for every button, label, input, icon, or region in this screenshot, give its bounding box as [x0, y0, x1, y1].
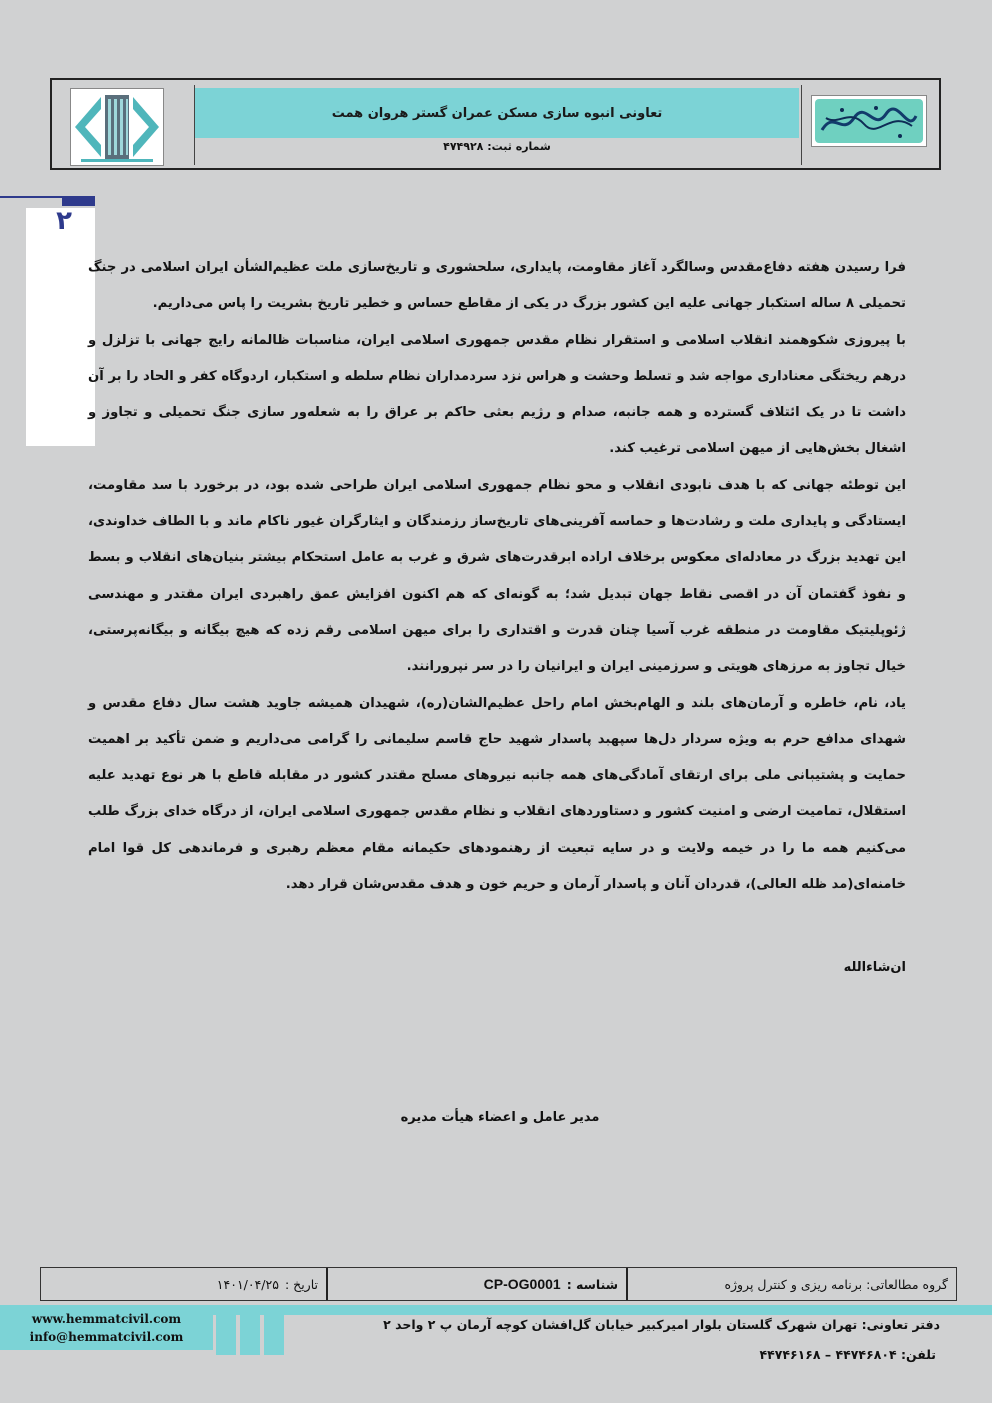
slogan-logo	[811, 95, 927, 147]
header-title-band	[195, 88, 799, 138]
body-text	[88, 250, 906, 903]
date-label: تاریخ :	[284, 1276, 318, 1292]
code-label: شناسه :	[566, 1276, 618, 1292]
signature-line: مدیر عامل و اعضاء هیأت مدیره	[400, 1110, 600, 1125]
office-phone: تلفن: ۴۴۷۴۶۸۰۴ – ۴۴۷۴۶۱۶۸	[759, 1347, 936, 1362]
study-group-label: گروه مطالعاتی: برنامه ریزی و کنترل پروژه	[724, 1276, 948, 1292]
date-value: ۱۴۰۱/۰۴/۲۵	[216, 1276, 279, 1292]
decor-stripe	[264, 1305, 284, 1355]
company-logo	[70, 88, 164, 166]
contact-web-box	[0, 1305, 213, 1350]
page-number: ۲	[56, 206, 72, 236]
paragraph: این توطئه جهانی که با هدف نابودی انقلاب و محو نظام جمهوری اسلامی ایران طراحی شده بود، در برخورد با سد مقاومت، ایستادگی و پایداری ملت و رشادت‌ها و حماسه آفرینی‌های تاریخ‌ساز رزمندگان و ایثارگران غیور ناکام ماند و با الطاف خداوندی، این تهدید بزرگ در معادله‌ای معکوس برخلاف اراده ابرقدرت‌های شرق و غرب به عامل استحکام بیشتر بنیان‌های انقلاب و بسط و نفوذ گفتمان آن در اقصی نقاط جهان تبدیل شد؛ به گونه‌ای که هم اکنون افزایش عمق راهبردی ایران مقتدر و مهندسی ژئوپلیتیک مقاومت در منطقه غرب آسیا چنان قدرت و اقتداری را برای میهن اسلامی رقم زده که هیچ بیگانه و بیگانه‌پرستی، خیال تجاوز به مرزهای هویتی و سرزمینی ایران و ایرانیان را در سر نپرورانند.	[88, 477, 906, 675]
code-value: CP-OG0001	[483, 1276, 561, 1292]
date-cell	[41, 1268, 326, 1300]
paragraph: با پیروزی شکوهمند انقلاب اسلامی و استقرار نظام مقدس جمهوری اسلامی ایران، مناسبات ظالمانه رایج جهانی با تزلزل و درهم ریختگی معناداری مواجه شد و تسلط وحشت و هراس نزد سردمداران نظام سلطه و استکبار، اردوگاه کفر و الحاد را بر آن داشت تا در یک ائتلاف گسترده و همه جانبه، صدام و رژیم بعثی حاکم بر عراق را به شعله‌ور سازی جنگ تحمیلی و تجاوز و اشغال بخش‌هایی از میهن اسلامی ترغیب کند.	[88, 332, 906, 457]
decor-stripe	[240, 1305, 260, 1355]
office-address: دفتر تعاونی: تهران شهرک گلستان بلوار امیرکبیر خیابان گل‌افشان کوچه آرمان پ ۲ واحد ۲	[383, 1317, 940, 1332]
slogan-calligraphy-icon	[812, 96, 926, 146]
paragraph: یاد، نام، خاطره و آرمان‌های بلند و الهام‌بخش امام راحل عظیم‌الشان(ره)، شهیدان همیشه جاوید هشت سال دفاع مقدس و شهدای مدافع حرم به ویژه سردار دل‌ها سپهبد پاسدار شهید حاج قاسم سلیمانی را گرامی می‌داریم و ضمن تأکید بر اهمیت حمایت و پشتیبانی ملی برای ارتقای آمادگی‌های همه جانبه نیروهای مسلح مقتدر کشور در مقابله قاطع با هر نوع تهدید علیه استقلال، تمامیت ارضی و امنیت کشور و دستاوردهای انقلاب و نظام مقدس جمهوری اسلامی ایران، از درگاه خدای بزرگ طلب می‌کنیم همه ما را در خیمه ولایت و در سایه تبعیت از رهنمودهای حکیمانه مقام معظم رهبری و فرماندهی کل قوا امام خامنه‌ای(مد ظله العالی)، قدردان آنان و پاسدار آرمان و حریم خون و هدف مقدس‌شان قرار دهد.	[88, 695, 906, 893]
email-link[interactable]: info@hemmatcivil.com	[29, 1329, 184, 1344]
study-group-cell	[626, 1268, 956, 1300]
side-tab	[62, 196, 95, 206]
website-link[interactable]: www.hemmatcivil.com	[31, 1311, 182, 1326]
decor-stripe	[216, 1305, 236, 1355]
company-name: تعاونی انبوه سازی مسکن عمران گستر هروان همت	[331, 105, 663, 121]
closing-phrase: ان‌شاءالله	[843, 960, 906, 975]
document-code-cell	[326, 1268, 626, 1300]
paragraph: فرا رسیدن هفته دفاع‌مقدس وسالگرد آغاز مقاومت، پایداری، سلحشوری و تاریخ‌سازی ملت عظیم‌الشأن ایران اسلامی در جنگ تحمیلی ۸ ساله استکبار جهانی علیه این کشور بزرگ در یکی از مقاطع حساس و خطیر تاریخ بشریت را پاس می‌داریم.	[88, 260, 906, 312]
side-white-panel	[26, 208, 95, 446]
document-info-table	[40, 1267, 957, 1301]
building-logo-icon	[71, 89, 163, 165]
registration-number: شماره ثبت: ۴۷۴۹۲۸	[443, 140, 551, 153]
